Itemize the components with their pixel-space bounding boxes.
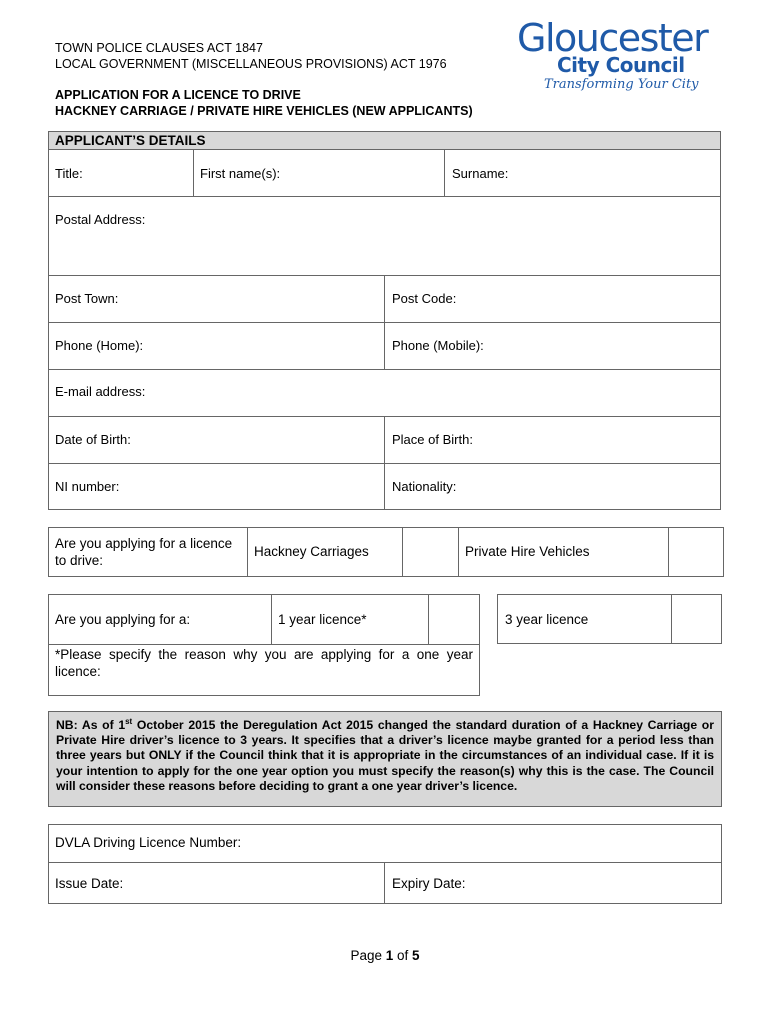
ni-number-field[interactable]: NI number: bbox=[55, 479, 120, 494]
col-divider bbox=[247, 527, 248, 577]
nb-text: October 2015 the Deregulation Act 2015 changed the standard duration of a Hackney Carriage or Private Hire driver’s licence to 3 years. It specifies that a driver’s licence maybe granted for a period less than three years but ONLY if the Council think that it is appropriate in the circumstances of an individual case. If it is your intention to apply for the one year option you must specify the reason(s) why this is the case. The Council will consider these reasons before deciding to grant a one year driver’s licence. bbox=[56, 718, 714, 793]
row-divider bbox=[48, 196, 721, 197]
phone-mobile-field[interactable]: Phone (Mobile): bbox=[392, 338, 484, 353]
hackney-carriages-checkbox[interactable] bbox=[403, 528, 458, 576]
page-number: 1 bbox=[385, 948, 394, 963]
licence-duration-question: Are you applying for a: bbox=[55, 612, 191, 627]
logo-tagline: Transforming Your City bbox=[544, 77, 699, 92]
first-names-field[interactable]: First name(s): bbox=[200, 166, 281, 181]
col-divider bbox=[271, 594, 272, 644]
postal-address-field[interactable]: Postal Address: bbox=[55, 212, 146, 227]
col-divider bbox=[384, 275, 385, 369]
logo-sub-text: City Council bbox=[557, 53, 685, 77]
dvla-number-field[interactable]: DVLA Driving Licence Number: bbox=[55, 835, 242, 850]
council-logo bbox=[517, 16, 727, 102]
phone-home-field[interactable]: Phone (Home): bbox=[55, 338, 144, 353]
nb-sup: st bbox=[125, 717, 133, 726]
post-town-field[interactable]: Post Town: bbox=[55, 291, 119, 306]
dob-field[interactable]: Date of Birth: bbox=[55, 432, 131, 447]
email-field[interactable]: E-mail address: bbox=[55, 384, 146, 399]
issue-date-field[interactable]: Issue Date: bbox=[55, 876, 124, 891]
logo-main-text: Gloucester bbox=[517, 16, 708, 60]
title-field[interactable]: Title: bbox=[55, 166, 83, 181]
expiry-date-field[interactable]: Expiry Date: bbox=[392, 876, 466, 891]
page-label: Page bbox=[350, 948, 382, 963]
private-hire-label: Private Hire Vehicles bbox=[465, 544, 590, 559]
nb-prefix: NB: As of 1 bbox=[56, 718, 126, 733]
act-line-1: TOWN POLICE CLAUSES ACT 1847 bbox=[55, 41, 263, 55]
col-divider bbox=[384, 416, 385, 510]
one-year-reason-field[interactable]: *Please specify the reason why you are applying for a one year licence: bbox=[55, 647, 473, 679]
post-code-field[interactable]: Post Code: bbox=[392, 291, 457, 306]
applicant-details-heading: APPLICANT’S DETAILS bbox=[48, 131, 721, 150]
row-divider bbox=[48, 862, 722, 863]
col-divider bbox=[384, 862, 385, 904]
form-title-1: APPLICATION FOR A LICENCE TO DRIVE bbox=[55, 88, 301, 102]
licence-duration-table bbox=[48, 594, 480, 696]
hackney-carriages-label: Hackney Carriages bbox=[254, 544, 369, 559]
one-year-licence-label: 1 year licence* bbox=[278, 612, 367, 627]
form-title-2: HACKNEY CARRIAGE / PRIVATE HIRE VEHICLES (NEW APPLICANTS) bbox=[55, 104, 473, 118]
col-divider bbox=[444, 149, 445, 196]
page-total: 5 bbox=[412, 948, 420, 963]
licence-type-question: Are you applying for a licence to drive: bbox=[55, 536, 233, 568]
one-year-licence-checkbox[interactable] bbox=[429, 595, 479, 644]
row-divider bbox=[48, 369, 721, 370]
three-year-licence-label: 3 year licence bbox=[505, 612, 589, 627]
nationality-field[interactable]: Nationality: bbox=[392, 479, 457, 494]
private-hire-checkbox[interactable] bbox=[669, 528, 723, 576]
col-divider bbox=[458, 527, 459, 577]
act-line-2: LOCAL GOVERNMENT (MISCELLANEOUS PROVISIONS) ACT 1976 bbox=[55, 57, 447, 71]
col-divider bbox=[193, 149, 194, 196]
row-divider bbox=[48, 644, 480, 645]
page-of: of bbox=[397, 948, 409, 963]
three-year-licence-checkbox[interactable] bbox=[672, 595, 721, 643]
nb-notice bbox=[48, 711, 722, 807]
surname-field[interactable]: Surname: bbox=[452, 166, 509, 181]
page-footer bbox=[0, 948, 770, 963]
place-of-birth-field[interactable]: Place of Birth: bbox=[392, 432, 473, 447]
